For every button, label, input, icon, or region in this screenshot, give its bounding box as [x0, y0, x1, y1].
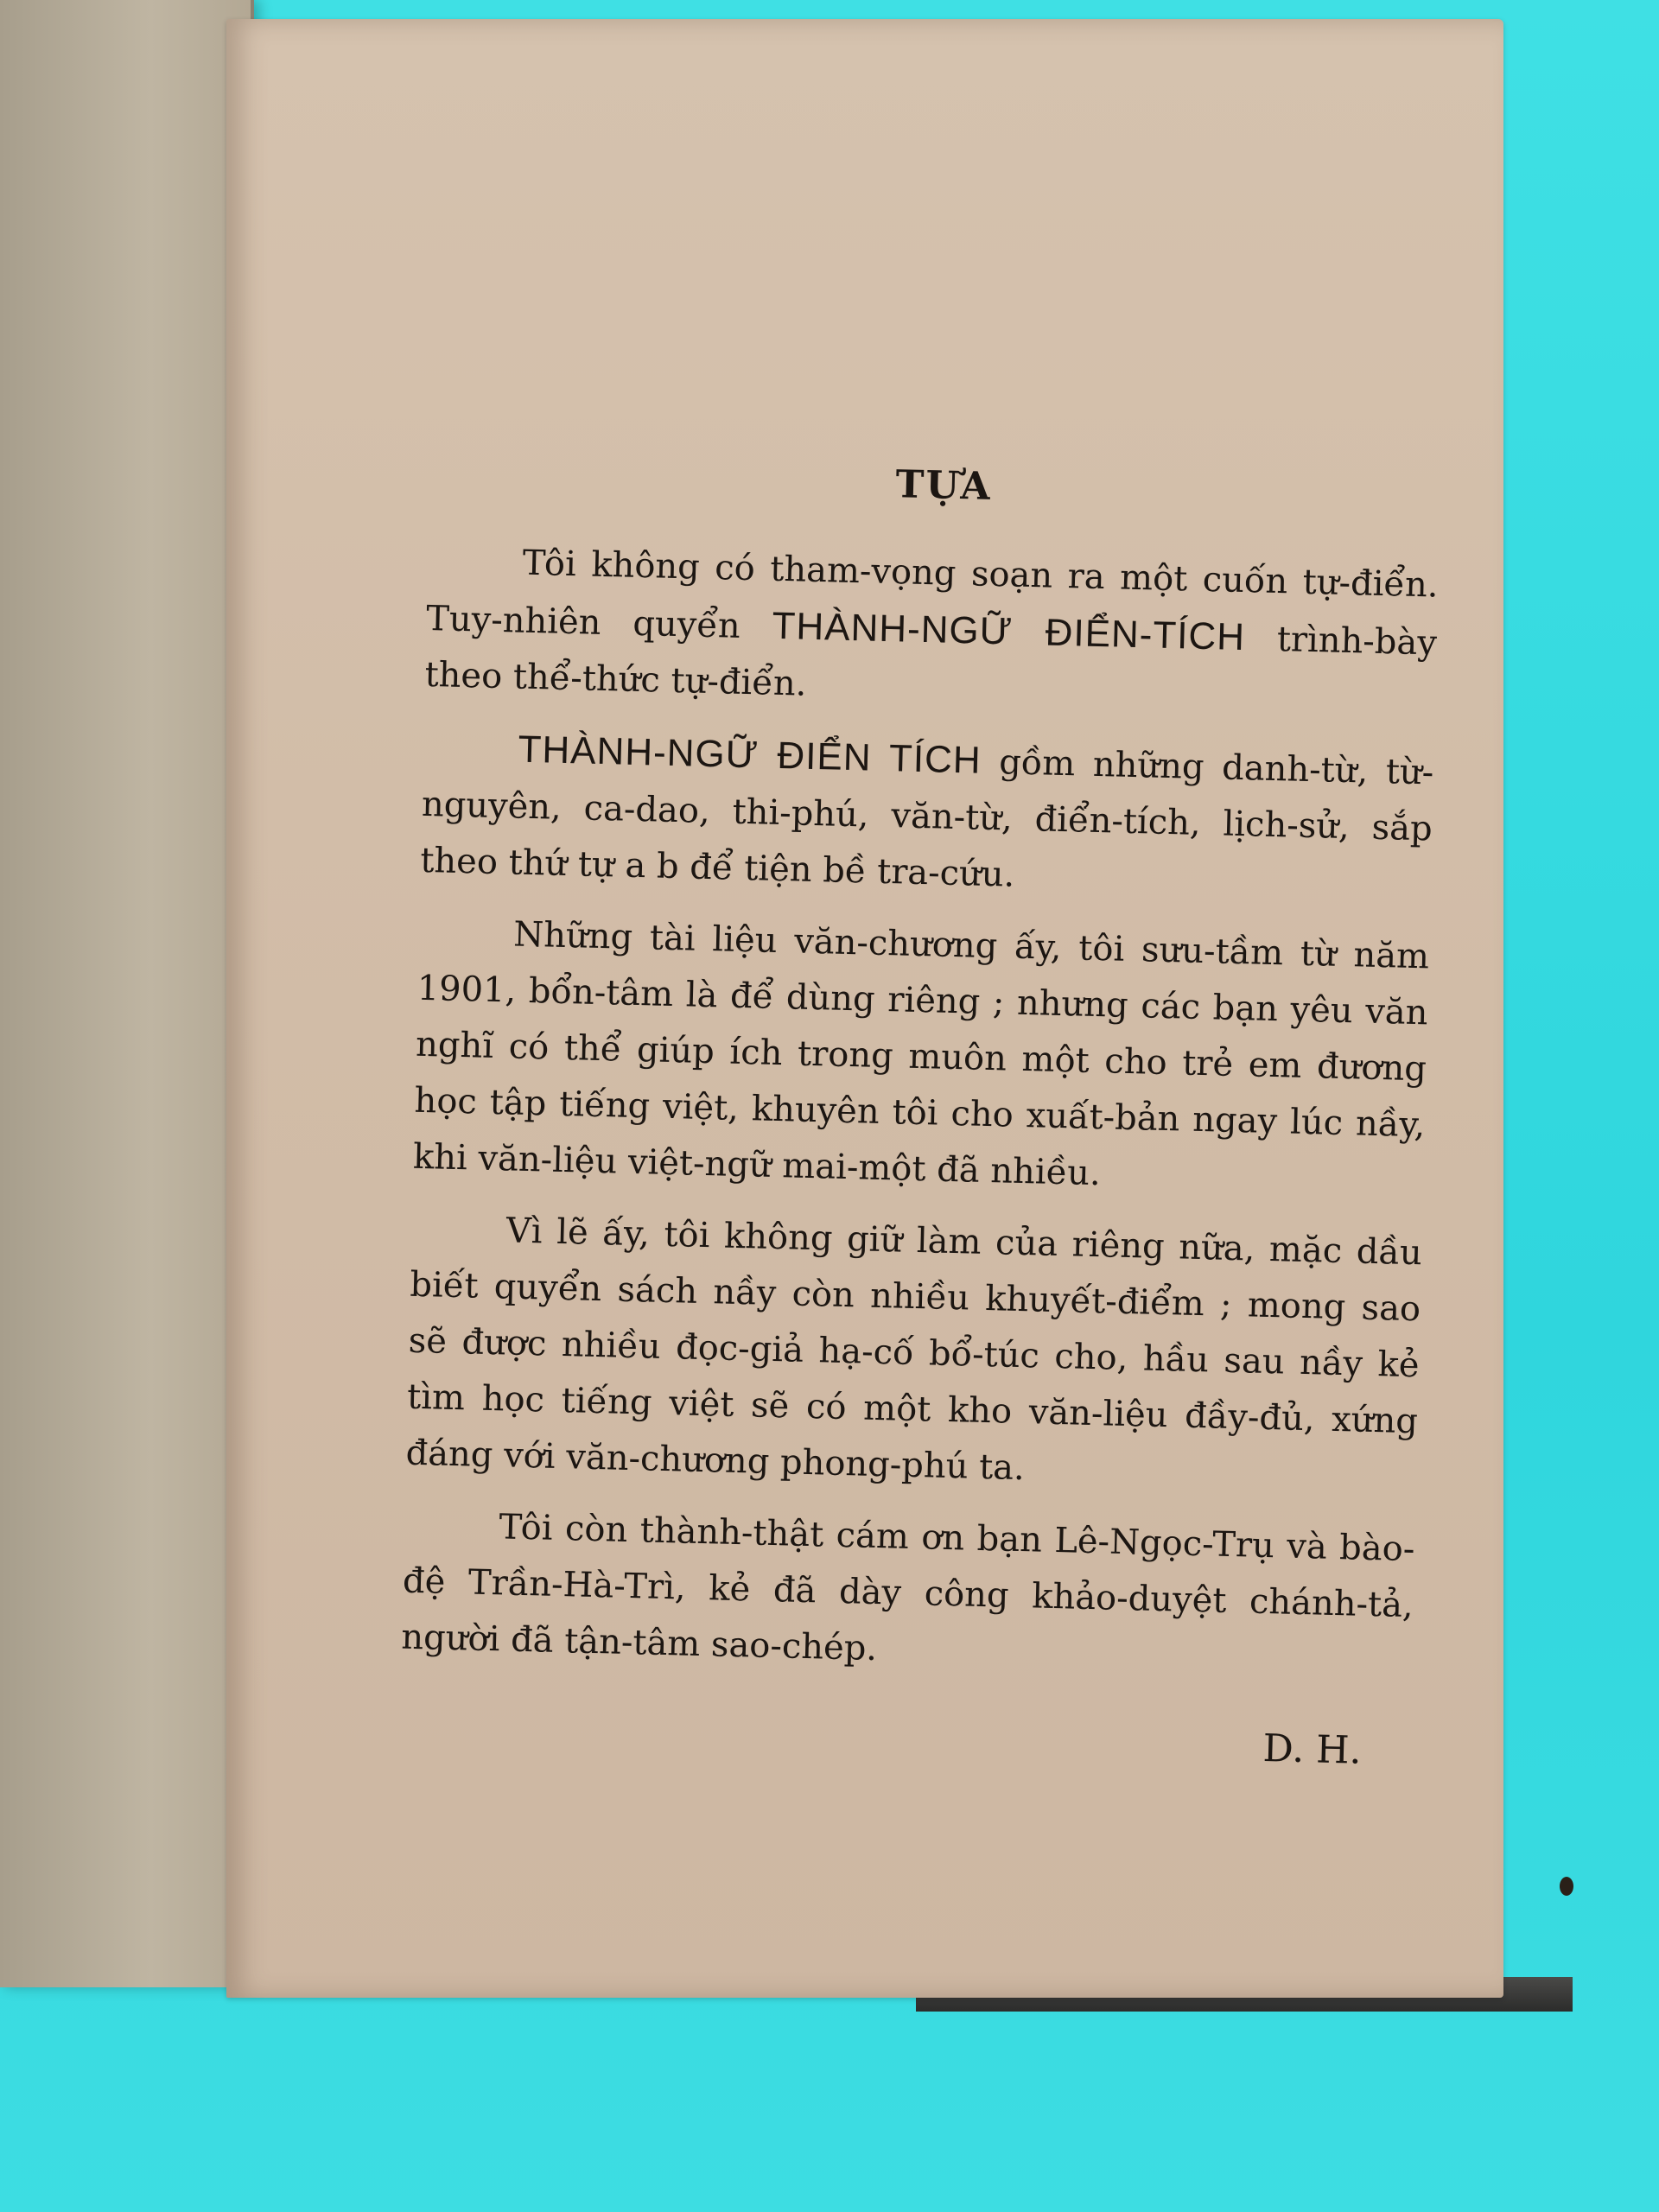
paragraph-3 [412, 905, 1430, 1210]
ink-spot [1560, 1877, 1573, 1896]
page-title: TỰA [894, 462, 993, 509]
book-page [226, 19, 1503, 1998]
paragraph-1-text-start: Tôi không có tham-vọng soạn ra một cuốn tự-điển. Tuy-nhiên quyển [425, 543, 1440, 647]
book-title-caps-2: THÀNH-NGỮ ĐIỂN TÍCH [518, 728, 982, 782]
preface-text [398, 451, 1639, 1779]
paragraph-1-text-end: trình-bày theo thể-thức tự-điển. [424, 619, 1438, 704]
paragraph-3-text: Những tài liệu văn-chương ấy, tôi sưu-tầm từ năm 1901, bổn-tâm là để dùng riêng ; nhưng các bạn yêu văn nghĩ có thể giúp ích trong muôn một cho trẻ em đương học tập tiếng việt, khuyên tôi cho xuất-bản ngay lúc nầy, khi văn-liệu việt-ngữ mai-một đã nhiều. [412, 914, 1430, 1194]
paragraph-4 [405, 1201, 1423, 1506]
paragraph-2-text: gồm những danh-từ, từ-nguyên, ca-dao, thi-phú, văn-từ, điển-tích, lịch-sử, sắp theo thứ tự a b để tiện bề tra-cứu. [419, 741, 1434, 895]
signature: D. H. [1262, 1726, 1363, 1773]
book-title-caps: THÀNH-NGỮ ĐIỂN-TÍCH [772, 604, 1246, 659]
paragraph-1 [424, 533, 1439, 728]
paragraph-4-text: Vì lẽ ấy, tôi không giữ làm của riêng nữa, mặc dầu biết quyển sách nầy còn nhiều khuyết-điểm ; mong sao sẽ được nhiều đọc-giả hạ-cố bổ-túc cho, hầu sau nầy kẻ tìm học tiếng việt sẽ có một kho văn-liệu đầy-đủ, xứng đáng với văn-chương phong-phú ta. [405, 1211, 1423, 1489]
paragraph-2 [420, 719, 1434, 914]
book-left-cover [0, 0, 254, 1987]
paragraph-5 [401, 1497, 1415, 1691]
paragraph-5-text: Tôi còn thành-thật cám ơn bạn Lê-Ngọc-Trụ và bào-đệ Trần-Hà-Trì, kẻ đã dày công khảo-duyệt chánh-tả, người đã tận-tâm sao-chép. [400, 1507, 1415, 1669]
